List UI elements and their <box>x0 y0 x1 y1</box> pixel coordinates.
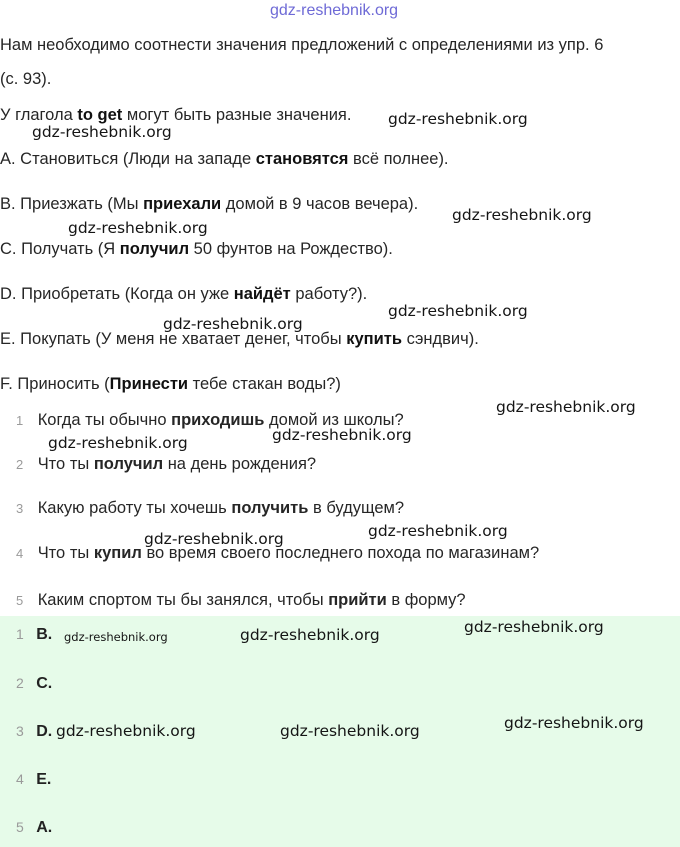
meaning-pre: D. Приобретать (Когда он уже <box>0 285 234 303</box>
answer-number: 1 <box>16 626 24 642</box>
meaning-bold: получил <box>119 240 190 258</box>
question-text <box>38 544 539 562</box>
verb-intro-verb: to get <box>77 106 123 124</box>
watermark-text: gdz-reshebnik.org <box>368 522 508 540</box>
watermark-text: gdz-reshebnik.org <box>163 315 303 333</box>
meaning-bold: становятся <box>255 150 349 168</box>
meaning-post: всё полнее). <box>348 150 449 168</box>
watermark-text: gdz-reshebnik.org <box>48 434 188 452</box>
meaning-post: работу?). <box>290 285 368 303</box>
question-pre: Что ты <box>37 544 94 562</box>
question-number: 3 <box>16 501 24 516</box>
question-bold: приходишь <box>171 411 265 429</box>
answer-2 <box>16 675 52 693</box>
answer-1 <box>16 626 52 644</box>
meaning-d <box>0 285 367 304</box>
watermark-text: gdz-reshebnik.org <box>452 206 592 224</box>
question-text <box>38 499 404 517</box>
answer-number: 5 <box>16 819 24 835</box>
question-number: 2 <box>16 457 24 472</box>
answer-value: D. <box>36 723 53 740</box>
answer-number: 2 <box>16 675 24 691</box>
intro-line-1: Нам необходимо соотнести значения предложений с определениями из упр. 6 <box>0 36 604 54</box>
meaning-pre: A. Становиться (Люди на западе <box>0 150 256 168</box>
question-post: в будущем? <box>308 499 405 517</box>
answer-number: 3 <box>16 723 24 739</box>
meaning-c <box>0 240 393 259</box>
watermark-text: gdz-reshebnik.org <box>272 426 412 444</box>
question-pre: Когда ты обычно <box>37 411 172 429</box>
question-post: на день рождения? <box>163 455 317 473</box>
meaning-bold: приехали <box>143 195 222 213</box>
watermark-text: gdz-reshebnik.org <box>388 110 528 128</box>
question-post: в форму? <box>386 591 466 609</box>
question-pre: Что ты <box>37 455 94 473</box>
question-post: во время своего последнего похода по магазинам? <box>141 544 540 562</box>
question-text <box>38 455 316 473</box>
meaning-b <box>0 195 418 214</box>
question-post: домой из школы? <box>264 411 404 429</box>
meaning-pre: C. Получать (Я <box>0 240 120 258</box>
answer-3 <box>16 723 52 741</box>
watermark-text: gdz-reshebnik.org <box>240 626 380 644</box>
question-pre: Каким спортом ты бы занялся, чтобы <box>37 591 329 609</box>
meaning-a <box>0 150 449 169</box>
meaning-post: домой в 9 часов вечера). <box>221 195 419 213</box>
meaning-pre: E. Покупать (У меня не хватает денег, чтобы <box>0 330 347 348</box>
question-2 <box>16 455 316 474</box>
watermark-text: gdz-reshebnik.org <box>464 618 604 636</box>
watermark-text: gdz-reshebnik.org <box>68 219 208 237</box>
question-bold: получить <box>231 499 309 517</box>
question-text <box>38 591 466 609</box>
question-3 <box>16 499 404 518</box>
question-bold: прийти <box>328 591 387 609</box>
verb-intro-pre: У глагола <box>0 106 78 124</box>
watermark-text: gdz-reshebnik.org <box>144 530 284 548</box>
watermark-text: gdz-reshebnik.org <box>504 714 644 732</box>
intro-line-2: (с. 93). <box>0 70 52 88</box>
meaning-pre: F. Приносить ( <box>0 375 110 393</box>
question-number: 4 <box>16 546 24 561</box>
answer-4 <box>16 771 51 789</box>
answer-value: A. <box>36 819 53 836</box>
meaning-pre: B. Приезжать (Мы <box>0 195 144 213</box>
answer-number: 4 <box>16 771 24 787</box>
answer-value: E. <box>36 771 52 788</box>
meaning-post: 50 фунтов на Рождество). <box>189 240 393 258</box>
watermark-text: gdz-reshebnik.org <box>64 630 168 644</box>
answer-5 <box>16 819 52 837</box>
site-header-link[interactable]: gdz-reshebnik.org <box>270 2 399 19</box>
meaning-bold: Принести <box>109 375 189 393</box>
question-bold: получил <box>93 455 164 473</box>
answer-value: B. <box>36 626 53 643</box>
question-number: 5 <box>16 593 24 608</box>
meaning-bold: найдёт <box>233 285 291 303</box>
question-bold: купил <box>93 544 142 562</box>
watermark-text: gdz-reshebnik.org <box>496 398 636 416</box>
meaning-f <box>0 375 341 394</box>
meaning-bold: купить <box>346 330 402 348</box>
watermark-text: gdz-reshebnik.org <box>56 722 196 740</box>
watermark-text: gdz-reshebnik.org <box>32 123 172 141</box>
question-number: 1 <box>16 413 24 428</box>
meaning-post: тебе стакан воды?) <box>188 375 341 393</box>
watermark-text: gdz-reshebnik.org <box>388 302 528 320</box>
question-pre: Какую работу ты хочешь <box>37 499 232 517</box>
meaning-post: сэндвич). <box>401 330 479 348</box>
watermark-text: gdz-reshebnik.org <box>280 722 420 740</box>
verb-intro-post: могут быть разные значения. <box>122 106 352 124</box>
question-5 <box>16 591 466 610</box>
answer-value: C. <box>36 675 53 692</box>
